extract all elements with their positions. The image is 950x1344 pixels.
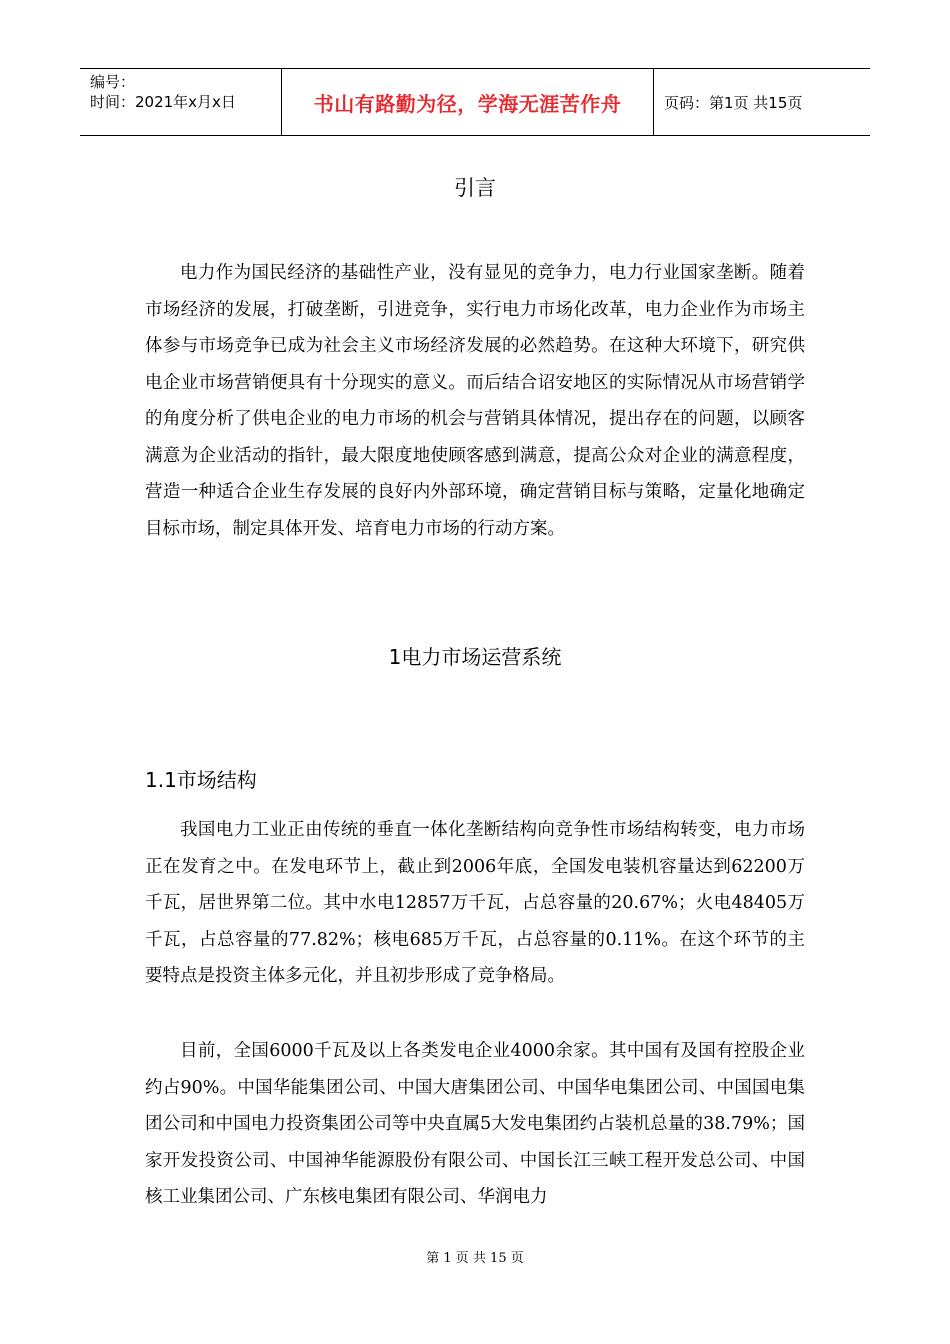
header-meta	[80, 69, 282, 135]
page-footer: 第 1 页 共 15 页	[426, 1251, 524, 1266]
section-paragraph-2: 目前，全国6000千瓦及以上各类发电企业4000余家。其中国有及国有控股企业约占90%。中国华能集团公司、中国大唐集团公司、中国华电集团公司、中国国电集团公司和中国电力投资集团公司等中央直属5大发电集团约占装机总量的38.79%；国家开发投资公司、中国神华能源股份有限公司、中国长江三峡工程开发总公司、中国核工业集团公司、广东核电集团有限公司、华润电力	[145, 1041, 805, 1207]
date-label: 时间：2021年x月x日	[90, 93, 236, 111]
subsection-title: 1.1市场结构	[145, 768, 257, 792]
section-paragraph-1: 我国电力工业正由传统的垂直一体化垄断结构向竞争性市场结构转变，电力市场正在发育之中。在发电环节上，截止到2006年底，全国发电装机容量达到62200万千瓦，居世界第二位。其中水电12857万千瓦，占总容量的20.67%；火电48405万千瓦，占总容量的77.82%；核电685万千瓦，占总容量的0.11%。在这个环节的主要特点是投资主体多元化，并且初步形成了竞争格局。	[145, 820, 805, 986]
intro-title: 引言	[454, 176, 496, 200]
number-label: 编号：	[90, 73, 136, 91]
document-header	[80, 68, 870, 136]
header-motto: 书山有路勤为径，学海无涯苦作舟	[282, 69, 654, 135]
header-page-info: 页码：第1页 共15页	[664, 93, 803, 112]
section-title: 1电力市场运营系统	[388, 645, 562, 669]
intro-paragraph: 电力作为国民经济的基础性产业，没有显见的竞争力，电力行业国家垄断。随着市场经济的发展，打破垄断，引进竞争，实行电力市场化改革，电力企业作为市场主体参与市场竞争已成为社会主义市场经济发展的必然趋势。在这种大环境下，研究供电企业市场营销便具有十分现实的意义。而后结合诏安地区的实际情况从市场营销学的角度分析了供电企业的电力市场的机会与营销具体情况，提出存在的问题，以顾客满意为企业活动的指针，最大限度地使顾客感到满意，提高公众对企业的满意程度，营造一种适合企业生存发展的良好内外部环境，确定营销目标与策略，定量化地确定目标市场，制定具体开发、培育电力市场的行动方案。	[145, 263, 805, 539]
